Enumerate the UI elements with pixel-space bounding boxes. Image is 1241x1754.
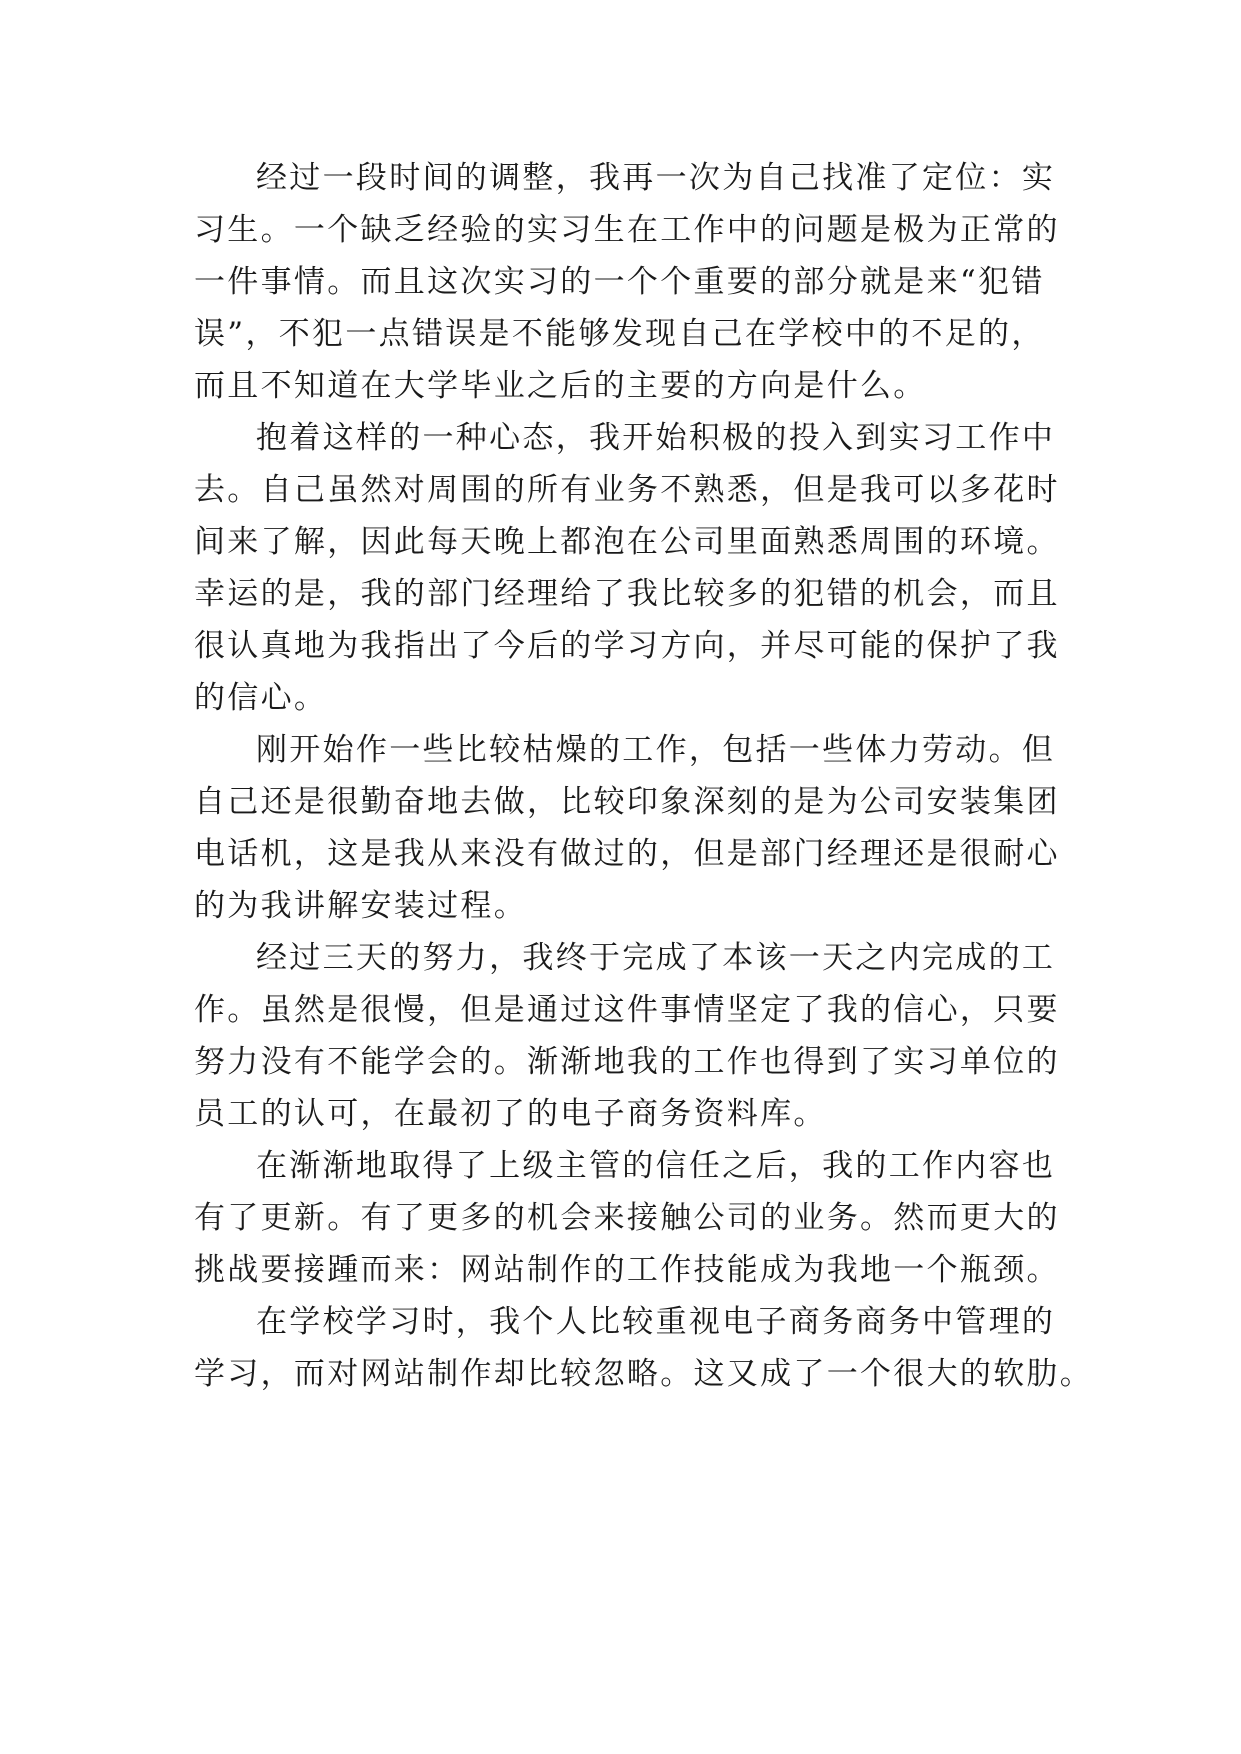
paragraph-1-line-4: 误”，不犯一点错误是不能够发现自己在学校中的不足的， <box>194 316 1045 352</box>
paragraph-3-line-3: 电话机，这是我从来没有做过的，但是部门经理还是很耐心 <box>194 836 1060 872</box>
paragraph-5-line-3: 挑战要接踵而来：网站制作的工作技能成为我地一个瓶颈。 <box>194 1252 1060 1288</box>
paragraph-1-line-5: 而且不知道在大学毕业之后的主要的方向是什么。 <box>194 368 927 404</box>
paragraph-1-line-2: 习生。一个缺乏经验的实习生在工作中的问题是极为正常的 <box>194 212 1060 248</box>
paragraph-2-line-2: 去。自己虽然对周围的所有业务不熟悉，但是我可以多花时 <box>194 472 1060 508</box>
paragraph-2-line-5: 很认真地为我指出了今后的学习方向，并尽可能的保护了我 <box>194 628 1060 664</box>
paragraph-5-line-2: 有了更新。有了更多的机会来接触公司的业务。然而更大的 <box>194 1200 1060 1236</box>
paragraph-1-line-3: 一件事情。而且这次实习的一个个重要的部分就是来“犯错 <box>194 264 1045 300</box>
paragraph-3-line-4: 的为我讲解安装过程。 <box>194 888 527 924</box>
paragraph-2-line-6: 的信心。 <box>194 680 328 716</box>
paragraph-2-line-1: 抱着这样的一种心态，我开始积极的投入到实习工作中 <box>256 420 1056 456</box>
paragraph-2-line-3: 间来了解，因此每天晚上都泡在公司里面熟悉周围的环境。 <box>194 524 1060 560</box>
paragraph-4-line-1: 经过三天的努力，我终于完成了本该一天之内完成的工 <box>256 940 1056 976</box>
paragraph-5-line-1: 在渐渐地取得了上级主管的信任之后，我的工作内容也 <box>256 1148 1056 1184</box>
paragraph-1-line-1: 经过一段时间的调整，我再一次为自己找准了定位：实 <box>256 160 1056 196</box>
paragraph-6-line-2: 学习，而对网站制作却比较忽略。这又成了一个很大的软肋。 <box>194 1356 1094 1392</box>
paragraph-4-line-3: 努力没有不能学会的。渐渐地我的工作也得到了实习单位的 <box>194 1044 1060 1080</box>
paragraph-6-line-1: 在学校学习时，我个人比较重视电子商务商务中管理的 <box>256 1304 1056 1340</box>
paragraph-4-line-2: 作。虽然是很慢，但是通过这件事情坚定了我的信心，只要 <box>194 992 1060 1028</box>
paragraph-2-line-4: 幸运的是，我的部门经理给了我比较多的犯错的机会，而且 <box>194 576 1060 612</box>
paragraph-3-line-2: 自己还是很勤奋地去做，比较印象深刻的是为公司安装集团 <box>194 784 1060 820</box>
paragraph-4-line-4: 员工的认可，在最初了的电子商务资料库。 <box>194 1096 827 1132</box>
paragraph-3-line-1: 刚开始作一些比较枯燥的工作，包括一些体力劳动。但 <box>256 732 1056 768</box>
